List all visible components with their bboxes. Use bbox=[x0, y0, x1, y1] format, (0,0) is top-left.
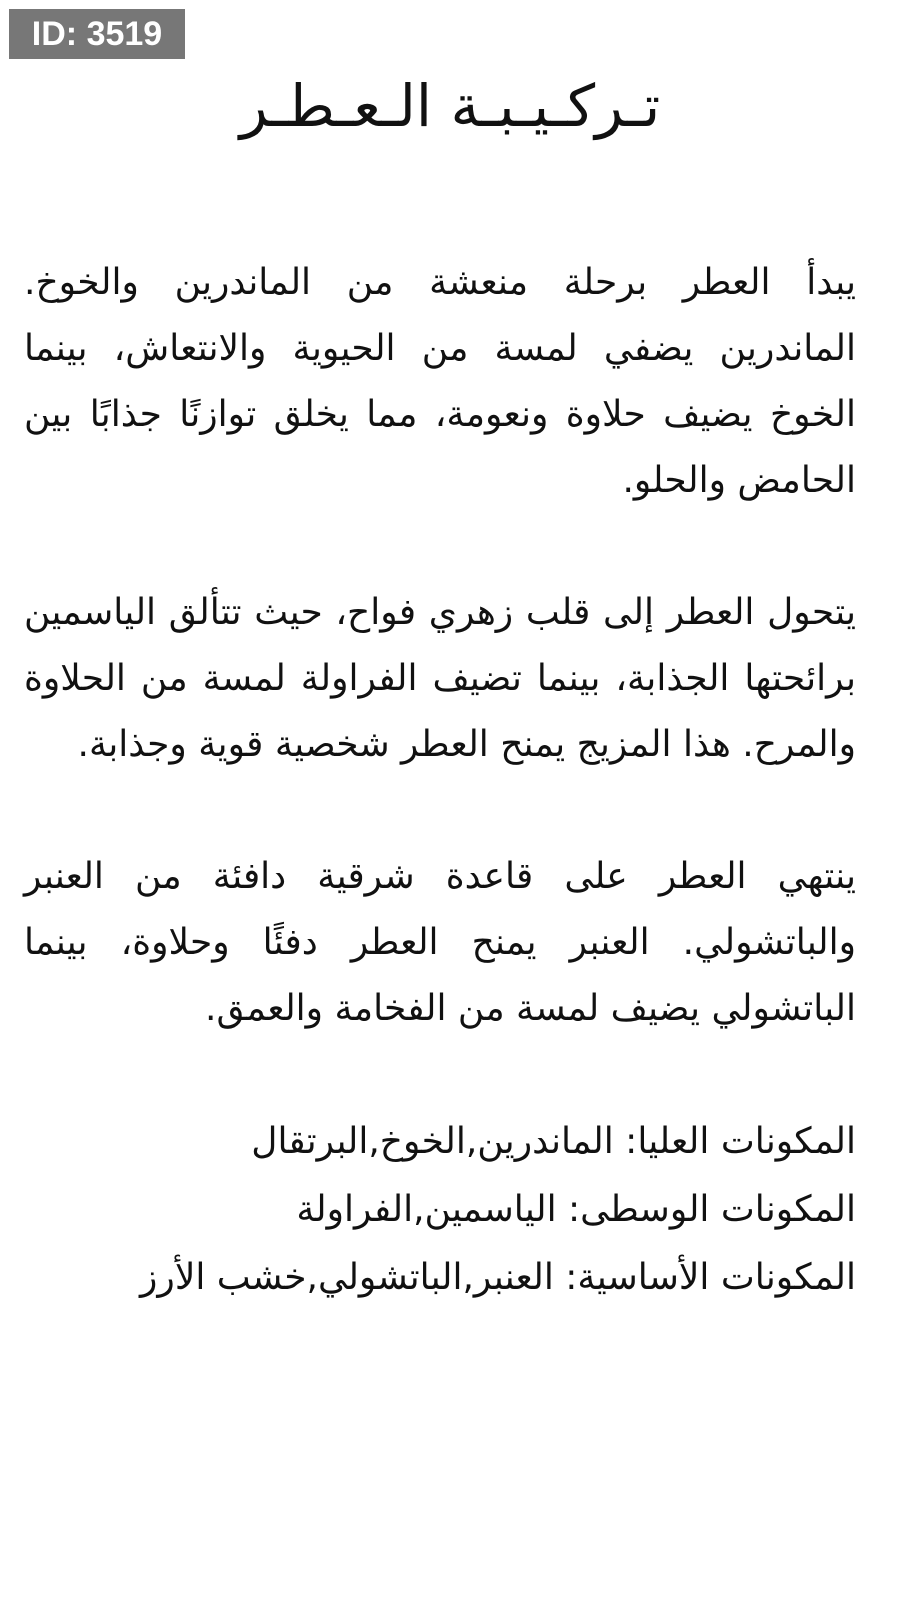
notes-list bbox=[24, 1108, 856, 1312]
middle-notes-line: المكونات الوسطى: الياسمين,الفراولة bbox=[296, 1189, 856, 1230]
top-notes-line: المكونات العليا: الماندرين,الخوخ,البرتقال bbox=[251, 1121, 856, 1162]
perfume-description bbox=[24, 250, 856, 1312]
page-title: تـركـيـبـة الـعـطـر bbox=[239, 72, 661, 140]
base-notes-paragraph: ينتهي العطر على قاعدة شرقية دافئة من العنبر والباتشولي. العنبر يمنح العطر دفئًا وحلاوة، بينما الباتشولي يضيف لمسة من الفخامة والعمق. bbox=[24, 856, 856, 1029]
base-notes-line: المكونات الأساسية: العنبر,الباتشولي,خشب الأرز bbox=[140, 1257, 856, 1298]
top-notes-paragraph: يبدأ العطر برحلة منعشة من الماندرين والخوخ. الماندرين يضفي لمسة من الحيوية والانتعاش، بينما الخوخ يضيف حلاوة ونعومة، مما يخلق توازنًا جذابًا بين الحامض والحلو. bbox=[24, 262, 856, 501]
id-badge: ID: 3519 bbox=[9, 9, 185, 59]
heart-notes-paragraph: يتحول العطر إلى قلب زهري فواح، حيث تتألق الياسمين برائحتها الجذابة، بينما تضيف الفراولة لمسة من الحلاوة والمرح. هذا المزيج يمنح العطر شخصية قوية وجذابة. bbox=[24, 592, 856, 765]
